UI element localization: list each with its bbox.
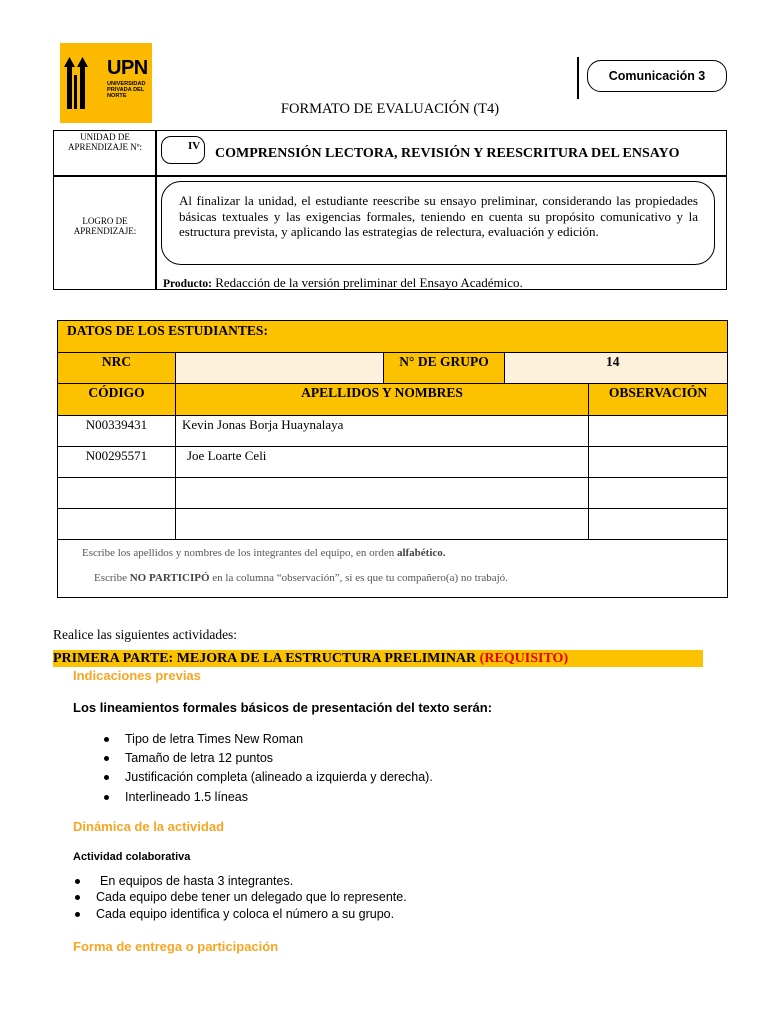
students-table [57, 320, 728, 598]
unit-title: COMPRENSIÓN LECTORA, REVISIÓN Y REESCRITURA DEL ENSAYO [215, 146, 680, 161]
student-name-cell[interactable]: Kevin Jonas Borja Huaynalaya [175, 415, 588, 446]
student-obs-cell[interactable] [588, 446, 727, 477]
unit-number: IV [188, 140, 201, 152]
document-title: FORMATO DE EVALUACIÓN (T4) [280, 101, 500, 117]
student-code-cell[interactable] [58, 508, 175, 539]
student-name-cell[interactable]: Joe Loarte Celi [175, 446, 588, 477]
list-item: Justificación completa (alineado a izquierda y derecha). [104, 770, 433, 784]
student-code-cell[interactable]: N00295571 [58, 446, 175, 477]
bullet-icon [75, 895, 80, 900]
logro-label: LOGRO DE APRENDIZAJE: [73, 216, 137, 236]
logo-text: UPN [107, 57, 148, 79]
actividad-label: Actividad colaborativa [73, 851, 191, 863]
part-title [53, 650, 568, 667]
student-obs-cell[interactable] [588, 477, 727, 508]
student-name-cell[interactable] [175, 508, 588, 539]
bullet-icon [104, 775, 109, 780]
course-badge: Comunicación 3 [587, 60, 727, 92]
column-header-observation: OBSERVACIÓN [588, 383, 727, 415]
student-code-cell[interactable]: N00339431 [58, 415, 175, 446]
list-item: Cada equipo identifica y coloca el número a su grupo. [75, 907, 394, 921]
producto-label: Producto: [163, 278, 212, 290]
note-alphabetical: Escribe los apellidos y nombres de los integrantes del equipo, en orden alfabético. [82, 547, 446, 559]
unit-table-column-divider [155, 130, 157, 290]
header-divider [577, 57, 579, 99]
student-name-cell[interactable] [175, 477, 588, 508]
section-heading-dinamica: Dinámica de la actividad [73, 819, 225, 834]
bullet-icon [104, 737, 109, 742]
student-obs-cell[interactable] [588, 415, 727, 446]
bullet-icon [104, 795, 109, 800]
column-header-name: APELLIDOS Y NOMBRES [175, 383, 588, 415]
bullet-icon [75, 879, 80, 884]
group-label: N° DE GRUPO [383, 352, 504, 383]
section-heading-indicaciones: Indicaciones previas [73, 668, 201, 683]
list-item: Tipo de letra Times New Roman [104, 732, 303, 746]
list-item: Cada equipo debe tener un delegado que lo represente. [75, 890, 407, 904]
list-item: En equipos de hasta 3 integrantes. [75, 874, 293, 888]
lineamientos-text: Los lineamientos formales básicos de presentación del texto serán: [73, 700, 493, 715]
student-code-cell[interactable] [58, 477, 175, 508]
student-obs-cell[interactable] [588, 508, 727, 539]
bullet-icon [75, 912, 80, 917]
list-item: Interlineado 1.5 líneas [104, 790, 248, 804]
part-title-text: PRIMERA PARTE: MEJORA DE LA ESTRUCTURA PRELIMINAR [53, 651, 477, 666]
students-title: DATOS DE LOS ESTUDIANTES: [58, 321, 727, 352]
logo-subtext: UNIVERSIDAD PRIVADA DEL NORTE [107, 81, 146, 100]
note-no-participo: Escribe NO PARTICIPÓ en la columna “observación”, si es que tu compañero(a) no trabajó. [94, 572, 508, 584]
unit-label: UNIDAD DE APRENDIZAJE Nº: [67, 132, 143, 152]
producto-line [163, 275, 523, 291]
bullet-icon [104, 756, 109, 761]
nrc-label: NRC [58, 352, 175, 383]
instructions-intro: Realice las siguientes actividades: [53, 627, 238, 642]
list-item: Tamaño de letra 12 puntos [104, 751, 273, 765]
logro-text: Al finalizar la unidad, el estudiante reescribe su ensayo preliminar, considerando las propiedades básicas textuales y las exigencias formales, teniendo en cuenta su propósito comunicativo y la estructura prevista, y aplicando las estrategias de relectura, evaluación y edición. [179, 193, 698, 239]
nrc-field[interactable] [175, 352, 383, 383]
column-header-code: CÓDIGO [58, 383, 175, 415]
producto-text: Redacción de la versión preliminar del Ensayo Académico. [215, 275, 523, 290]
section-heading-entrega: Forma de entrega o participación [73, 939, 279, 954]
students-notes [58, 539, 727, 597]
group-field[interactable]: 14 [504, 352, 727, 383]
part-requirement: (REQUISITO) [479, 651, 569, 666]
